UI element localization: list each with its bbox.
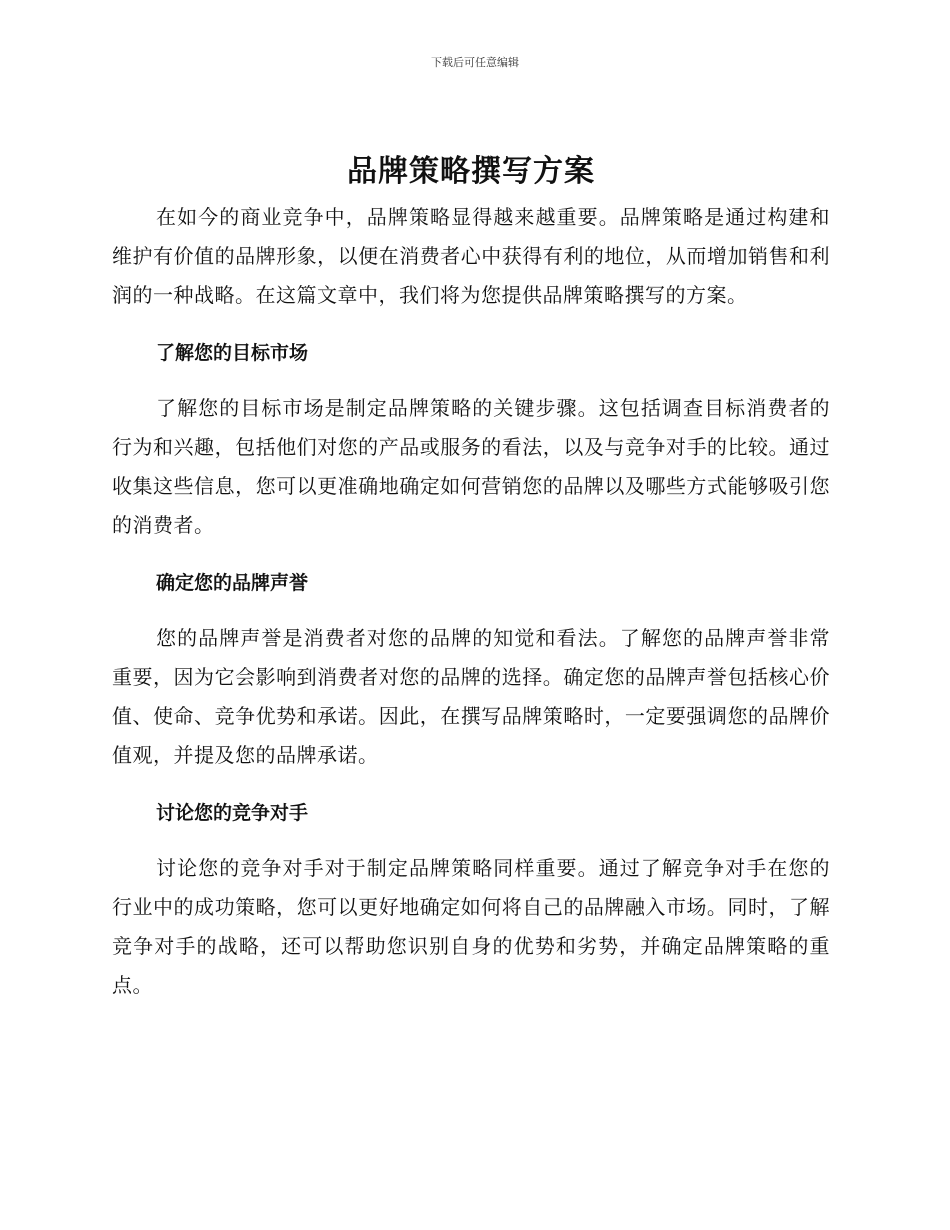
document-content	[112, 150, 830, 1005]
section-heading-target-market: 了解您的目标市场	[156, 342, 309, 364]
section-body-competitors: 讨论您的竞争对手对于制定品牌策略同样重要。通过了解竞争对手在您的行业中的成功策略，您可以更好地确定如何将自己的品牌融入市场。同时，了解竞争对手的战略，还可以帮助您识别自身的优势和劣势，并确定品牌策略的重点。	[112, 856, 830, 997]
section-heading-brand-reputation: 确定您的品牌声誉	[156, 572, 309, 594]
intro-paragraph: 在如今的商业竞争中，品牌策略显得越来越重要。品牌策略是通过构建和维护有价值的品牌形象，以便在消费者心中获得有利的地位，从而增加销售和利润的一种战略。在这篇文章中，我们将为您提供品牌策略撰写的方案。	[112, 205, 830, 307]
section-body-target-market: 了解您的目标市场是制定品牌策略的关键步骤。这包括调查目标消费者的行为和兴趣，包括他们对您的产品或服务的看法，以及与竞争对手的比较。通过收集这些信息，您可以更准确地确定如何营销您的品牌以及哪些方式能够吸引您的消费者。	[112, 396, 830, 537]
section-body-brand-reputation: 您的品牌声誉是消费者对您的品牌的知觉和看法。了解您的品牌声誉非常重要，因为它会影响到消费者对您的品牌的选择。确定您的品牌声誉包括核心价值、使命、竞争优势和承诺。因此，在撰写品牌策略时，一定要强调您的品牌价值观，并提及您的品牌承诺。	[112, 626, 830, 767]
section-heading-competitors: 讨论您的竞争对手	[156, 802, 309, 824]
header-note: 下载后可任意编辑	[431, 56, 519, 69]
document-title: 品牌策略撰写方案	[347, 154, 595, 189]
